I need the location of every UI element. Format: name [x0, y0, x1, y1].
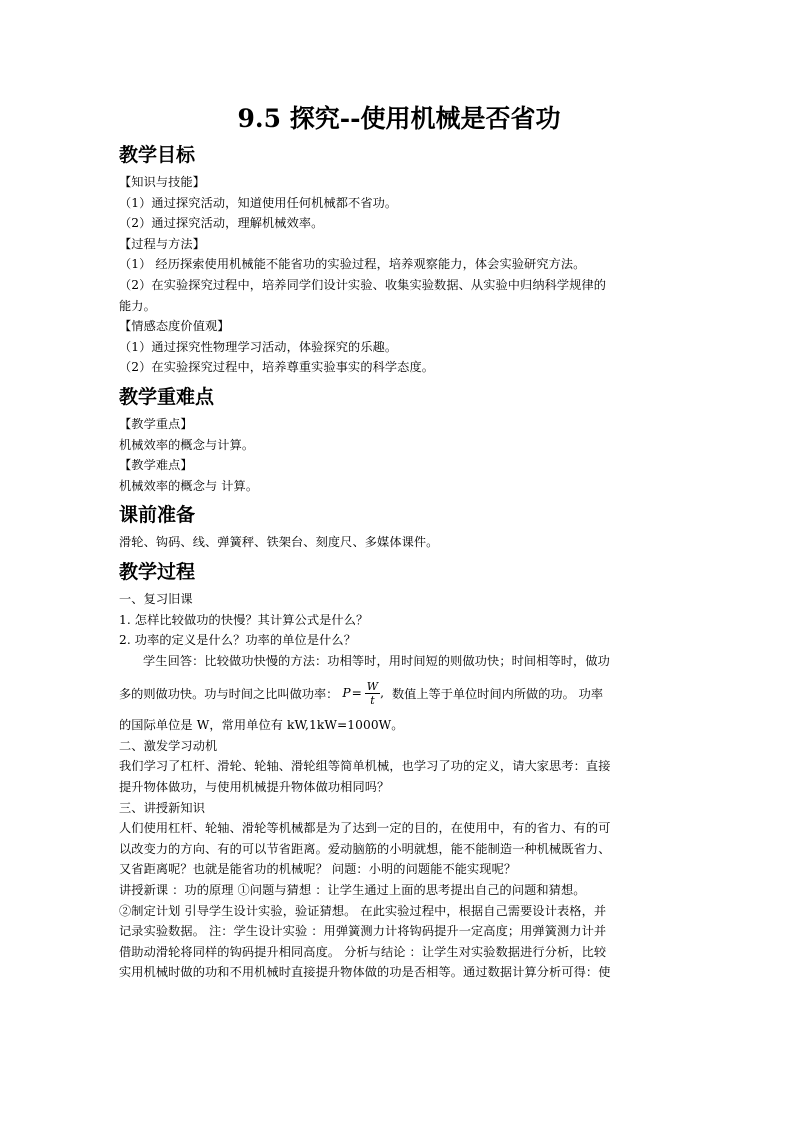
paragraph-line: 1. 怎样比较做功的快慢？其计算公式是什么？ — [119, 612, 369, 627]
paragraph-line: ②制定计划 引导学生设计实验，验证猜想。 在此实验过程中，根据自己需要设计表格，并 — [119, 903, 607, 918]
paragraph-line: 学生回答：比较做功快慢的方法：功相等时，用时间短的则做功快；时间相等时，做功 — [143, 653, 610, 668]
paragraph-line: （1）通过探究活动，知道使用任何机械都不省功。 — [119, 195, 398, 210]
paragraph-line: 讲授新课 ：功的原理 ①问题与猜想 ：让学生通过上面的思考提出自己的问题和猜想。 — [119, 883, 586, 898]
section-heading-objectives: 教学目标 — [119, 144, 196, 166]
paragraph-line: 机械效率的概念与 计算。 — [119, 478, 259, 493]
formula-numerator: W — [366, 679, 379, 693]
paragraph-line: 提升物体做功，与使用机械提升物体做功相同吗？ — [119, 780, 390, 795]
paragraph-line: 又省距离呢？也就是能省功的机械呢？ 问题：小明的问题能不能实现呢？ — [119, 862, 517, 877]
formula-fraction — [365, 680, 380, 707]
formula-line — [119, 671, 679, 715]
paragraph-line: 2. 功率的定义是什么？功率的单位是什么？ — [119, 633, 356, 648]
paragraph-line: 【过程与方法】 — [119, 236, 206, 251]
process-body — [119, 589, 679, 983]
paragraph-line: 记录实验数据。 注：学生设计实验 ：用弹簧测力计将钩码提升一定高度；用弹簧测力计并 — [119, 924, 607, 939]
paragraph-line: 以改变力的方向、有的可以节省距离。爱动脑筋的小明就想，能不能制造一种机械既省力、 — [119, 841, 611, 856]
paragraph-line: 借助动滑轮将同样的钩码提升相同高度。 分析与结论 ：让学生对实验数据进行分析，比较 — [119, 944, 607, 959]
paragraph-line: （2）通过探究活动，理解机械效率。 — [119, 216, 324, 231]
power-formula — [342, 680, 384, 707]
paragraph-line: 【情感态度价值观】 — [119, 319, 230, 334]
section-heading-key-points: 教学重难点 — [119, 385, 215, 408]
section-heading-preparation: 课前准备 — [119, 504, 196, 527]
paragraph-line: 滑轮、钩码、线、弹簧秤、铁架台、刻度尺、多媒体课件。 — [119, 535, 439, 550]
paragraph-line: 机械效率的概念与计算。 — [119, 437, 255, 452]
paragraph-line: 【教学难点】 — [119, 458, 193, 473]
paragraph-line: 【教学重点】 — [119, 416, 193, 431]
page-title: 9.5 探究--使用机械是否省功 — [237, 104, 561, 133]
formula-lhs: P — [342, 686, 351, 701]
paragraph-line: （1）通过探究性物理学习活动，体验探究的乐趣。 — [119, 339, 398, 354]
formula-equals: = — [351, 686, 362, 701]
paragraph-line: （2）在实验探究过程中，培养同学们设计实验、收集实验数据、从实验中归纳科学规律的 — [119, 277, 607, 292]
paragraph-line: （1） 经历探索使用机械能不能省功的实验过程，培养观察能力，体会实验研究方法。 — [119, 257, 586, 272]
formula-denominator: t — [370, 693, 375, 707]
paragraph-line: 三、讲授新知识 — [119, 800, 206, 815]
paragraph-line: 我们学习了杠杆、滑轮、轮轴、滑轮组等简单机械，也学习了功的定义，请大家思考：直接 — [119, 759, 611, 774]
formula-trail-text: 数值上等于单位时间内所做的功。 功率 — [391, 686, 604, 701]
paragraph-line: 能力。 — [119, 298, 156, 313]
paragraph-line: 【知识与技能】 — [119, 175, 206, 189]
formula-comma: , — [380, 686, 384, 701]
key-points-body — [119, 414, 679, 496]
paragraph-line: 一、复习旧课 — [119, 591, 193, 606]
paragraph-line: （2）在实验探究过程中，培养尊重实验事实的科学态度。 — [119, 360, 435, 375]
paragraph-line: 二、激发学习动机 — [119, 738, 218, 753]
section-heading-process: 教学过程 — [119, 560, 196, 583]
formula-lead-text: 多的则做功快。功与时间之比叫做功率： — [119, 686, 339, 701]
paragraph-line: 实用机械时做的功和不用机械时直接提升物体做的功是否相等。通过数据计算分析可得：使 — [119, 965, 611, 980]
preparation-body — [119, 532, 679, 553]
document-page — [119, 96, 679, 983]
objectives-body — [119, 172, 679, 378]
paragraph-line: 人们使用杠杆、轮轴、滑轮等机械都是为了达到一定的目的，在使用中，有的省力、有的可 — [119, 821, 611, 836]
paragraph-line: 的国际单位是 W，常用单位有 kW,1kW=1000W。 — [119, 718, 404, 733]
